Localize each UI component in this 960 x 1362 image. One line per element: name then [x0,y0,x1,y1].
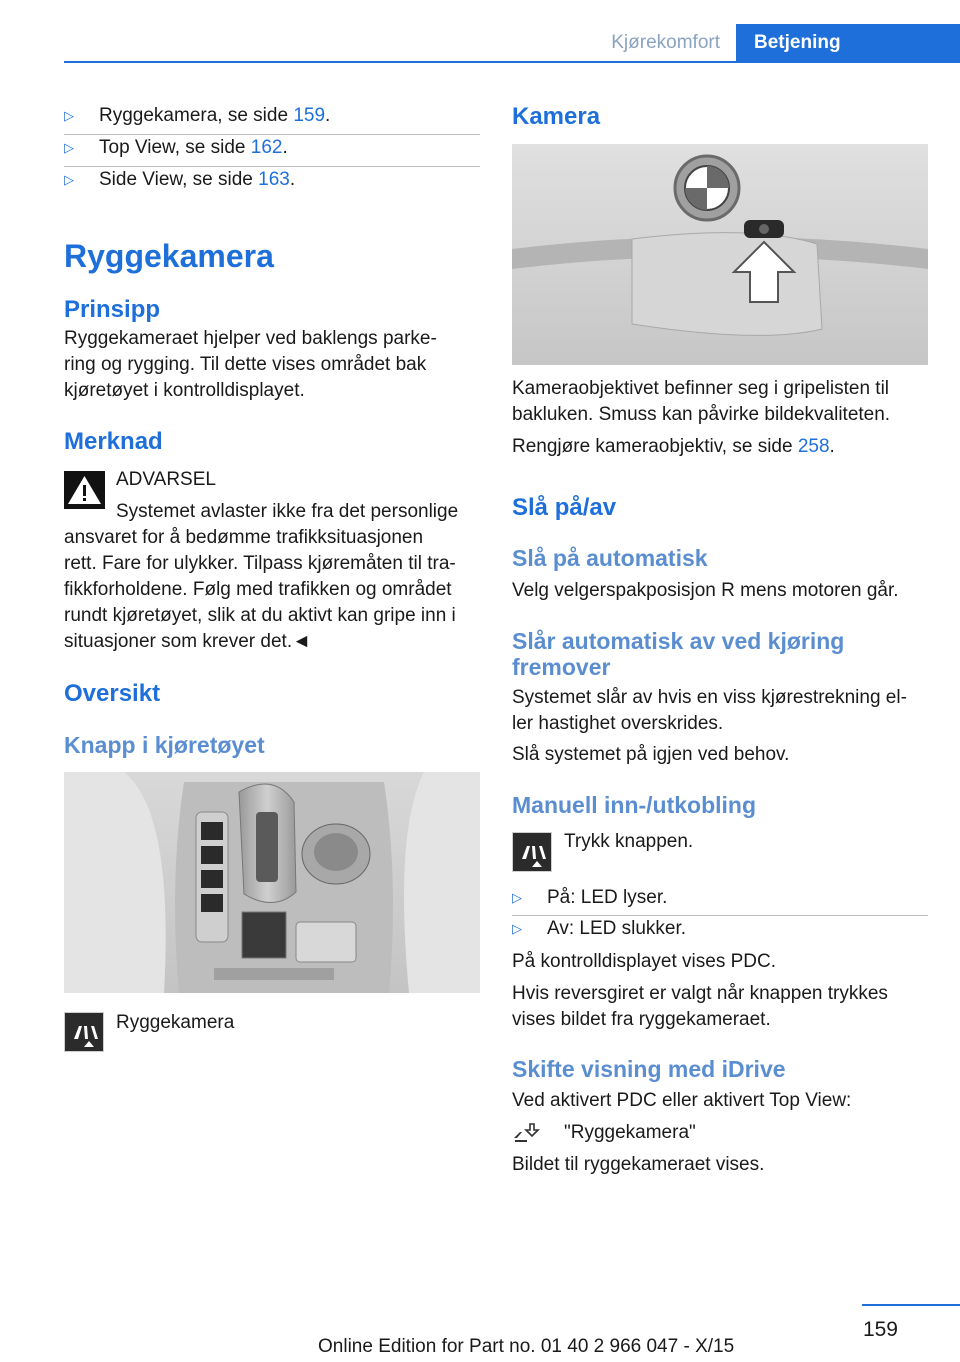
bullet-triangle-icon: ▷ [512,890,522,905]
section-heading: Merknad [64,428,163,455]
rear-camera-menu-icon [512,1120,542,1146]
subsection-heading: Manuell inn-/utkobling [512,792,757,818]
header-chapter-tab: Betjening [736,24,960,63]
paragraph: Systemet slår av hvis en viss kjørestrekning el- ler hastighet overskrides. [512,687,907,734]
paragraph: Trykk knappen. [564,831,694,852]
paragraph: Rengjøre kameraobjektiv, se side 258. [512,436,835,457]
paragraph: Bildet til ryggekameraet vises. [512,1154,765,1175]
paragraph: Hvis reversgiret er valgt når knappen trykkes vises bildet fra ryggekameraet. [512,983,888,1030]
menu-item-label: "Ryggekamera" [564,1122,696,1143]
rear-camera-button-icon [64,1012,104,1052]
section-heading: Oversikt [64,680,161,707]
footer-edition: Online Edition for Part no. 01 40 2 966 047 - X/15 [318,1336,735,1357]
header-rule [64,61,960,63]
paragraph: Slå systemet på igjen ved behov. [512,744,790,765]
rear-camera-button-icon [512,832,552,872]
warning-text: ansvaret for å bedømme trafikksituasjonen rett. Fare for ulykker. Tilpass kjøremåten til tra- fikkforholdene. Følg med trafikken og området rundt kjøretøyet, slik at du aktivt kan gripe inn i situasjoner som krever det.◄ [64,527,456,652]
subsection-heading: Slå på automatisk [512,545,708,571]
subsection-heading: Skifte visning med iDrive [512,1056,786,1082]
bullet-triangle-icon: ▷ [64,108,74,123]
subsection-heading: Slår automatisk av ved kjøring fremover [512,628,845,680]
section-heading: Slå på/av [512,494,617,521]
center-console-photo [64,772,480,993]
footer-rule [862,1304,960,1306]
header-section-tab: Kjørekomfort [611,32,720,53]
paragraph: Ryggekameraet hjelper ved baklengs parke- ring og rygging. Til dette vises området bak kjøretøyet i kontrolldisplayet. [64,328,437,401]
page-link[interactable]: 162 [250,137,283,158]
subsection-heading: Knapp i kjøretøyet [64,732,265,758]
page-title: Ryggekamera [64,238,274,274]
button-caption: Ryggekamera [116,1012,235,1033]
tailgate-camera-photo [512,144,928,365]
warning-label: ADVARSEL [116,469,216,490]
warning-text-line: Systemet avlaster ikke fra det personlige [116,501,459,522]
page-link[interactable]: 159 [293,105,326,126]
section-heading: Prinsipp [64,296,161,323]
page-link[interactable]: 163 [258,169,290,190]
bullet-triangle-icon: ▷ [64,140,74,155]
page-number: 159 [862,1318,898,1341]
paragraph: Ved aktivert PDC eller aktivert Top View: [512,1090,852,1111]
bullet-triangle-icon: ▷ [512,921,522,936]
paragraph: På kontrolldisplayet vises PDC. [512,951,776,972]
warning-triangle-icon [64,471,105,509]
paragraph: Velg velgerspakposisjon R mens motoren går. [512,580,899,601]
paragraph: Kameraobjektivet befinner seg i gripelisten til bakluken. Smuss kan påvirke bildekvaliteten. [512,378,891,425]
bullet-triangle-icon: ▷ [64,172,74,187]
page-link[interactable]: 258 [797,436,830,457]
section-heading: Kamera [512,103,601,130]
